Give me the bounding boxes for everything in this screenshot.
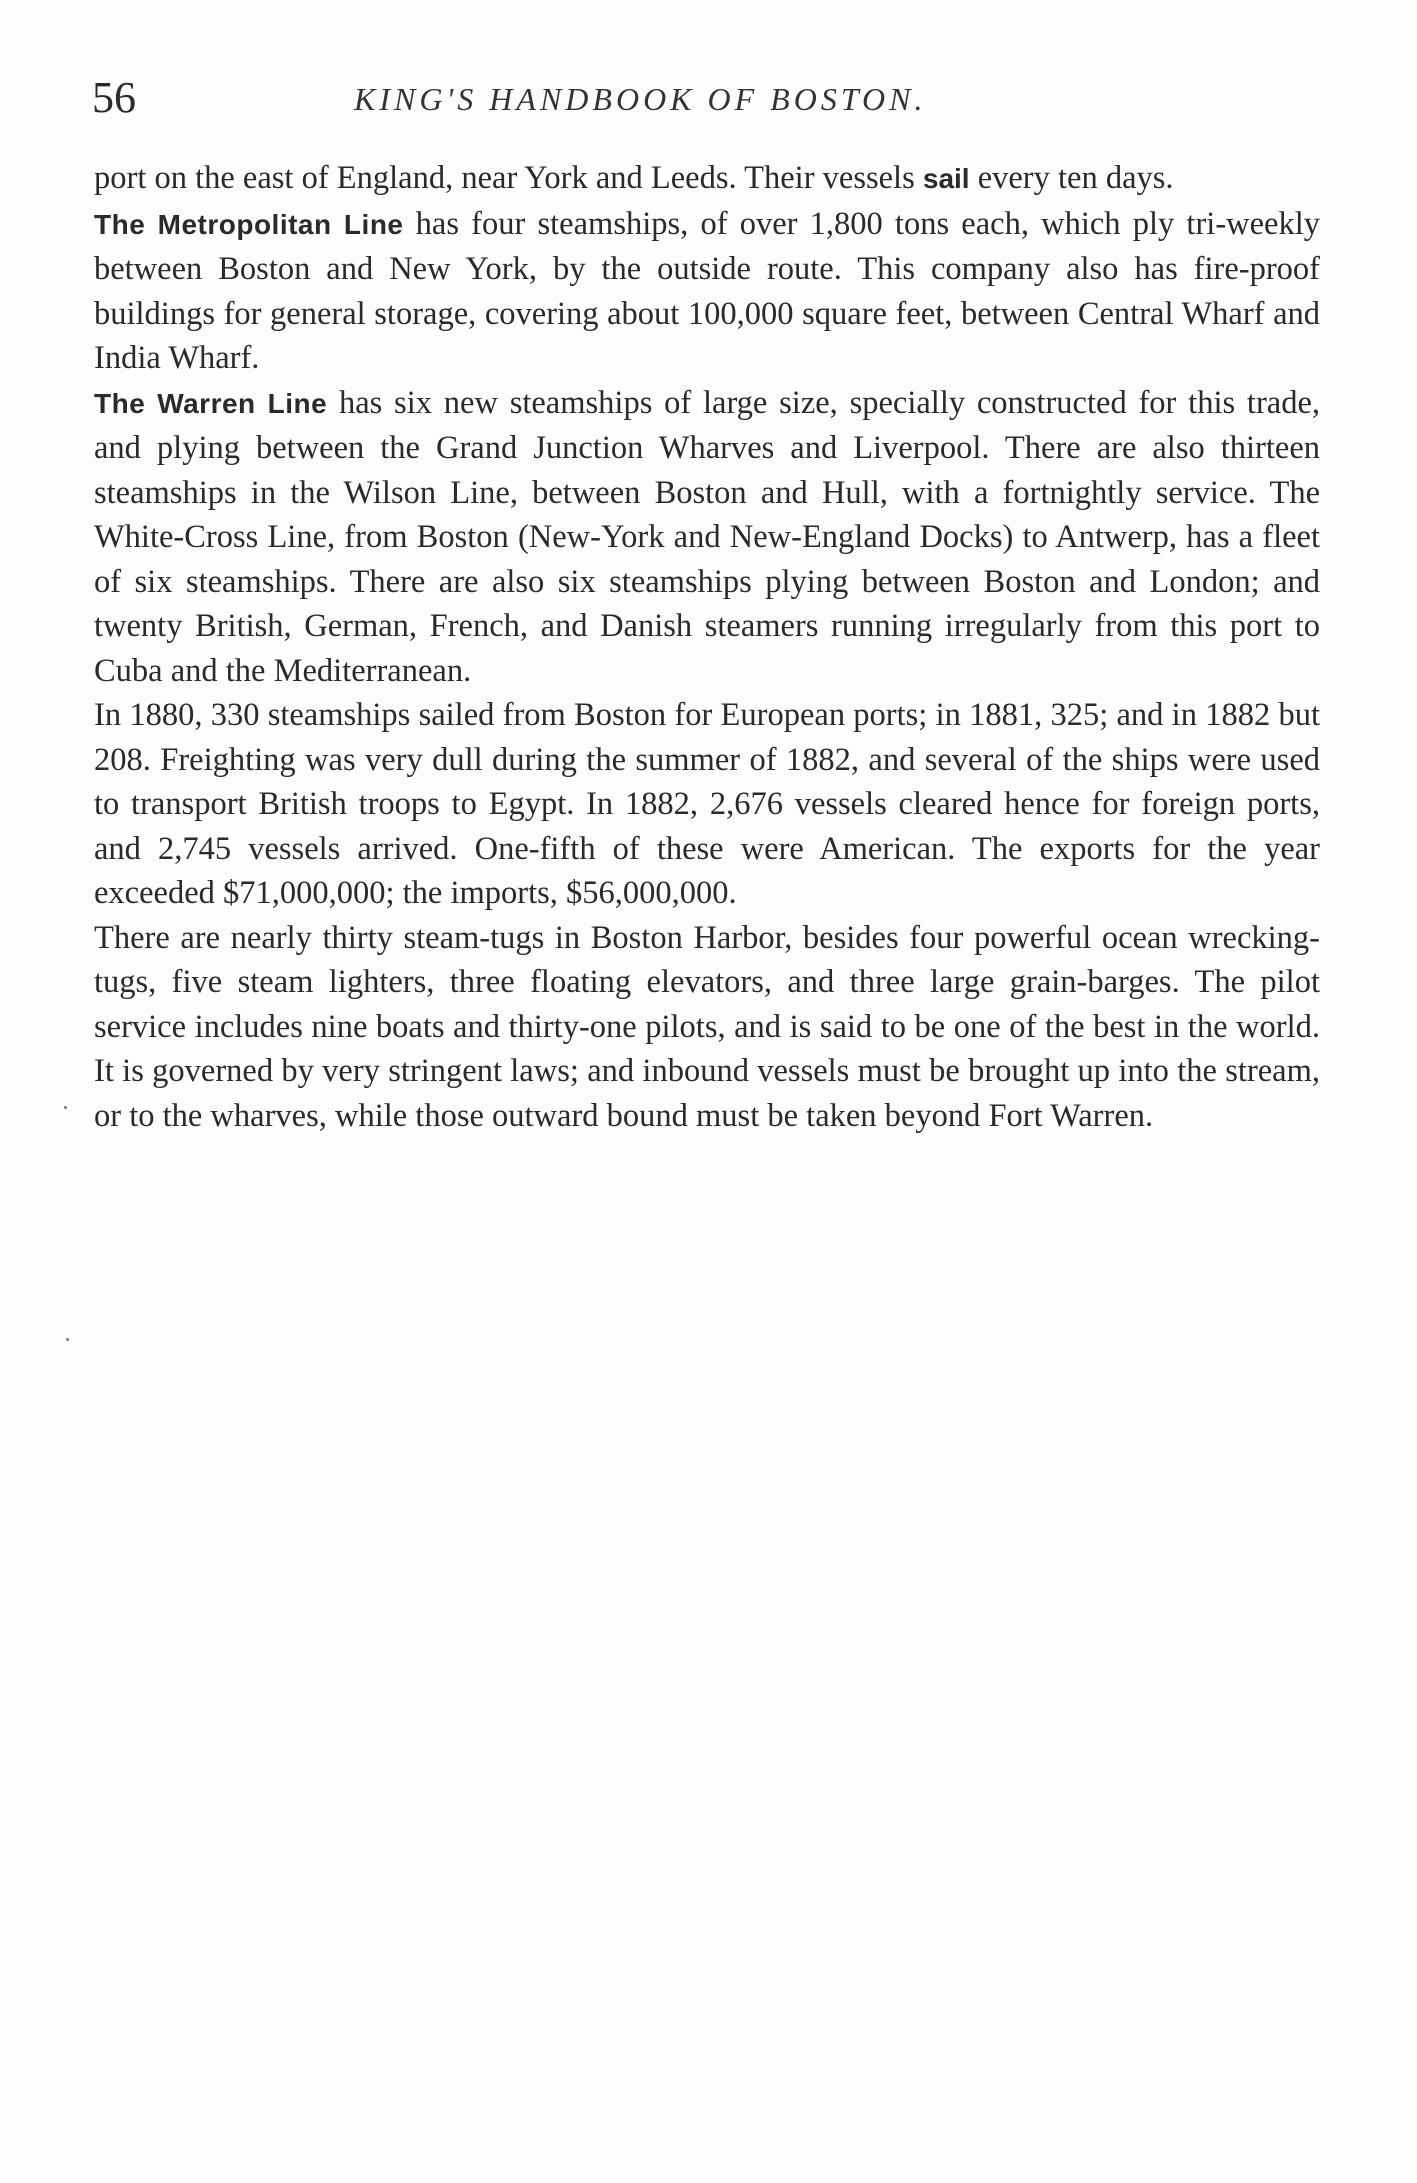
paragraph-warren-line <box>94 381 1320 694</box>
running-title: KING'S HANDBOOK OF BOSTON. <box>354 81 927 117</box>
paragraph-text: has six new steamships of large size, specially constructed for this trade, and plying between the Grand Junction Wharves and Liverpool. There are also thirteen steamships in the Wilson Line, between Boston and Hull, with a fortnightly service. The White-Cross Line, from Boston (New-York and New-England Docks) to Antwerp, has a fleet of six steamships. There are also six steamships plying between Boston and London; and twenty British, German, French, and Danish steamers running irregularly from this port to Cuba and the Mediterranean. <box>94 384 1320 689</box>
paper-speck <box>64 1106 67 1109</box>
paragraph-steamship-statistics <box>94 693 1320 916</box>
body-text <box>94 156 1320 1138</box>
paragraph-harbor-service <box>94 916 1320 1139</box>
paragraph-lead: The Metropolitan Line <box>94 208 404 240</box>
paragraph-text: every ten days. <box>969 160 1174 196</box>
paragraph-text: has four steamships, of over 1,800 tons each, which ply tri-weekly between Boston and New York, by the outside route. This company also has fire-proof buildings for general storage, covering about 100,000 square feet, between Central Wharf and India Wharf. <box>94 205 1320 376</box>
paragraph-text: In 1880, 330 steamships sailed from Boston for European ports; in 1881, 325; and in 1882 but 208. Freighting was very dull during the summer of 1882, and several of the ships were used to transport British troops to Egypt. In 1882, 2,676 vessels cleared hence for foreign ports, and 2,745 vessels arrived. One-fifth of these were American. The exports for the year exceeded $71,000,000; the imports, $56,000,000. <box>94 697 1320 911</box>
paragraph-text: There are nearly thirty steam-tugs in Boston Harbor, besides four powerful ocean wrecking-tugs, five steam lighters, three floating elevators, and three large grain-barges. The pilot service includes nine boats and thirty-one pilots, and is said to be one of the best in the world. It is governed by very stringent laws; and inbound vessels must be brought up into the stream, or to the wharves, while those outward bound must be taken beyond Fort Warren. <box>94 919 1320 1134</box>
paragraph-text: port on the east of England, near York and Leeds. Their vessels <box>94 160 923 196</box>
paragraph-lead: The Warren Line <box>94 387 328 419</box>
running-head <box>92 68 1332 128</box>
paragraph-metropolitan-line <box>94 202 1320 381</box>
paragraph-continuation <box>94 156 1320 202</box>
page-number: 56 <box>92 73 136 122</box>
paper-speck <box>66 1338 69 1341</box>
bold-word: sail <box>922 163 970 194</box>
